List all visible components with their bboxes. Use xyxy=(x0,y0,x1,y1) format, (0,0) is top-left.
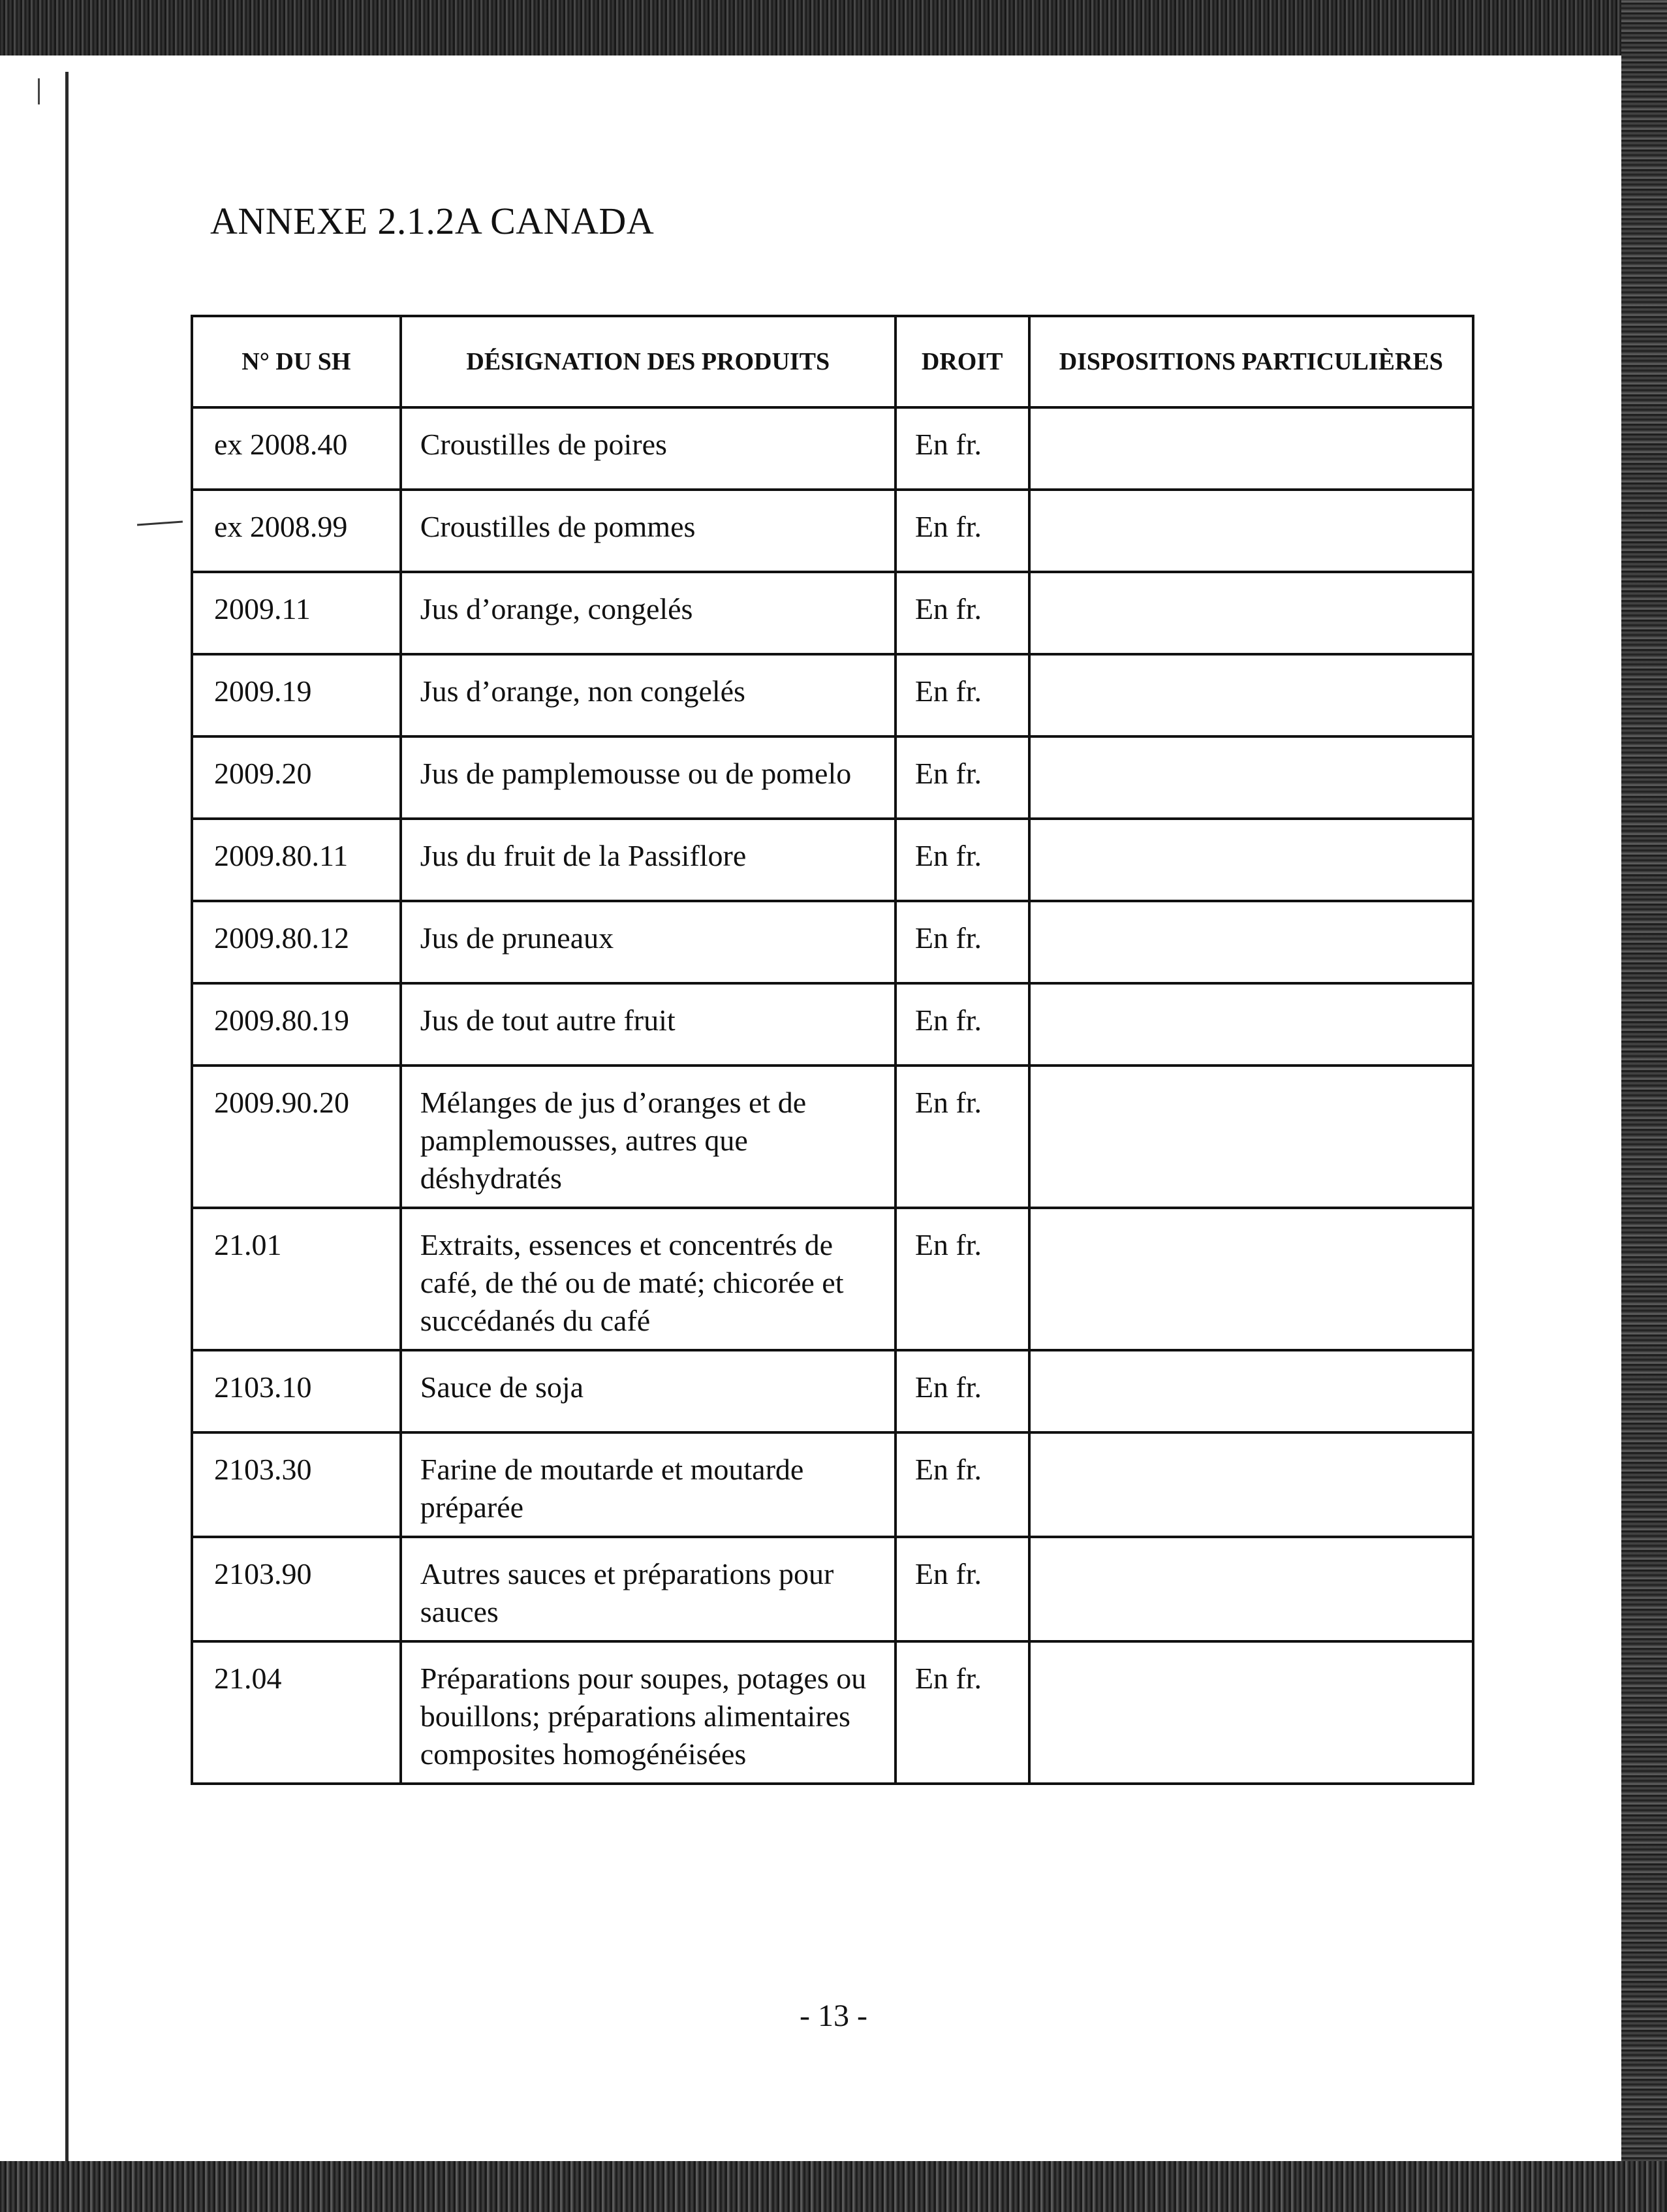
cell-designation: Autres sauces et préparations pour sauces xyxy=(401,1537,896,1641)
table-row xyxy=(192,1432,1473,1537)
scan-border-right xyxy=(1621,0,1667,2212)
cell-provisions xyxy=(1029,572,1473,654)
cell-designation: Jus du fruit de la Passiflore xyxy=(401,819,896,901)
table-row xyxy=(192,407,1473,490)
cell-designation: Mélanges de jus d’oranges et de pamplemousses, autres que déshydratés xyxy=(401,1066,896,1208)
cell-designation: Extraits, essences et concentrés de café, de thé ou de maté; chicorée et succédanés du café xyxy=(401,1208,896,1350)
cell-provisions xyxy=(1029,1432,1473,1537)
page-title: ANNEXE 2.1.2A CANADA xyxy=(210,200,655,242)
cell-designation: Jus d’orange, congelés xyxy=(401,572,896,654)
table-row xyxy=(192,1641,1473,1784)
cell-designation: Jus de tout autre fruit xyxy=(401,983,896,1066)
table-row xyxy=(192,1066,1473,1208)
cell-designation: Croustilles de pommes xyxy=(401,490,896,572)
header-duty: DROIT xyxy=(896,316,1029,407)
cell-duty: En fr. xyxy=(896,1350,1029,1432)
cell-designation: Préparations pour soupes, potages ou bouillons; préparations alimentaires composites homogénéisées xyxy=(401,1641,896,1784)
scan-border-top xyxy=(0,0,1667,55)
cell-code: 2103.90 xyxy=(192,1537,401,1641)
table-row xyxy=(192,654,1473,736)
table-row xyxy=(192,572,1473,654)
header-code: N° DU SH xyxy=(192,316,401,407)
cell-duty: En fr. xyxy=(896,819,1029,901)
cell-designation: Jus de pamplemousse ou de pomelo xyxy=(401,736,896,819)
cell-duty: En fr. xyxy=(896,901,1029,983)
table-row xyxy=(192,819,1473,901)
table-row xyxy=(192,1537,1473,1641)
cell-provisions xyxy=(1029,490,1473,572)
cell-provisions xyxy=(1029,819,1473,901)
cell-code: 2009.80.19 xyxy=(192,983,401,1066)
header-provisions: DISPOSITIONS PARTICULIÈRES xyxy=(1029,316,1473,407)
cell-duty: En fr. xyxy=(896,490,1029,572)
table-header-row xyxy=(192,316,1473,407)
cell-code: 2009.90.20 xyxy=(192,1066,401,1208)
cell-provisions xyxy=(1029,1537,1473,1641)
cell-provisions xyxy=(1029,983,1473,1066)
table-row xyxy=(192,736,1473,819)
table-row xyxy=(192,1208,1473,1350)
cell-provisions xyxy=(1029,1066,1473,1208)
cell-duty: En fr. xyxy=(896,1066,1029,1208)
cell-code: 2103.10 xyxy=(192,1350,401,1432)
cell-duty: En fr. xyxy=(896,1537,1029,1641)
cell-provisions xyxy=(1029,1208,1473,1350)
cell-designation: Jus de pruneaux xyxy=(401,901,896,983)
scan-margin-mark xyxy=(38,78,40,104)
cell-provisions xyxy=(1029,407,1473,490)
cell-code: ex 2008.99 xyxy=(192,490,401,572)
cell-duty: En fr. xyxy=(896,407,1029,490)
cell-duty: En fr. xyxy=(896,736,1029,819)
cell-designation: Croustilles de poires xyxy=(401,407,896,490)
cell-code: 2103.30 xyxy=(192,1432,401,1537)
scan-margin-line xyxy=(65,72,69,2161)
cell-code: 2009.11 xyxy=(192,572,401,654)
cell-provisions xyxy=(1029,901,1473,983)
cell-provisions xyxy=(1029,1350,1473,1432)
scan-border-bottom xyxy=(0,2161,1667,2212)
cell-duty: En fr. xyxy=(896,1208,1029,1350)
cell-duty: En fr. xyxy=(896,983,1029,1066)
cell-designation: Sauce de soja xyxy=(401,1350,896,1432)
cell-duty: En fr. xyxy=(896,654,1029,736)
cell-duty: En fr. xyxy=(896,572,1029,654)
table-row xyxy=(192,490,1473,572)
cell-code: 2009.19 xyxy=(192,654,401,736)
cell-designation: Farine de moutarde et moutarde préparée xyxy=(401,1432,896,1537)
tariff-table xyxy=(191,315,1474,1785)
cell-code: 21.01 xyxy=(192,1208,401,1350)
cell-code: 21.04 xyxy=(192,1641,401,1784)
table-row xyxy=(192,1350,1473,1432)
cell-duty: En fr. xyxy=(896,1432,1029,1537)
cell-code: 2009.80.12 xyxy=(192,901,401,983)
cell-code: 2009.20 xyxy=(192,736,401,819)
cell-provisions xyxy=(1029,736,1473,819)
cell-duty: En fr. xyxy=(896,1641,1029,1784)
cell-designation: Jus d’orange, non congelés xyxy=(401,654,896,736)
page-number: - 13 - xyxy=(800,1999,867,2033)
scan-stray-mark xyxy=(137,521,183,526)
table-row xyxy=(192,983,1473,1066)
header-designation: DÉSIGNATION DES PRODUITS xyxy=(401,316,896,407)
cell-code: 2009.80.11 xyxy=(192,819,401,901)
cell-provisions xyxy=(1029,1641,1473,1784)
table-row xyxy=(192,901,1473,983)
cell-code: ex 2008.40 xyxy=(192,407,401,490)
cell-provisions xyxy=(1029,654,1473,736)
